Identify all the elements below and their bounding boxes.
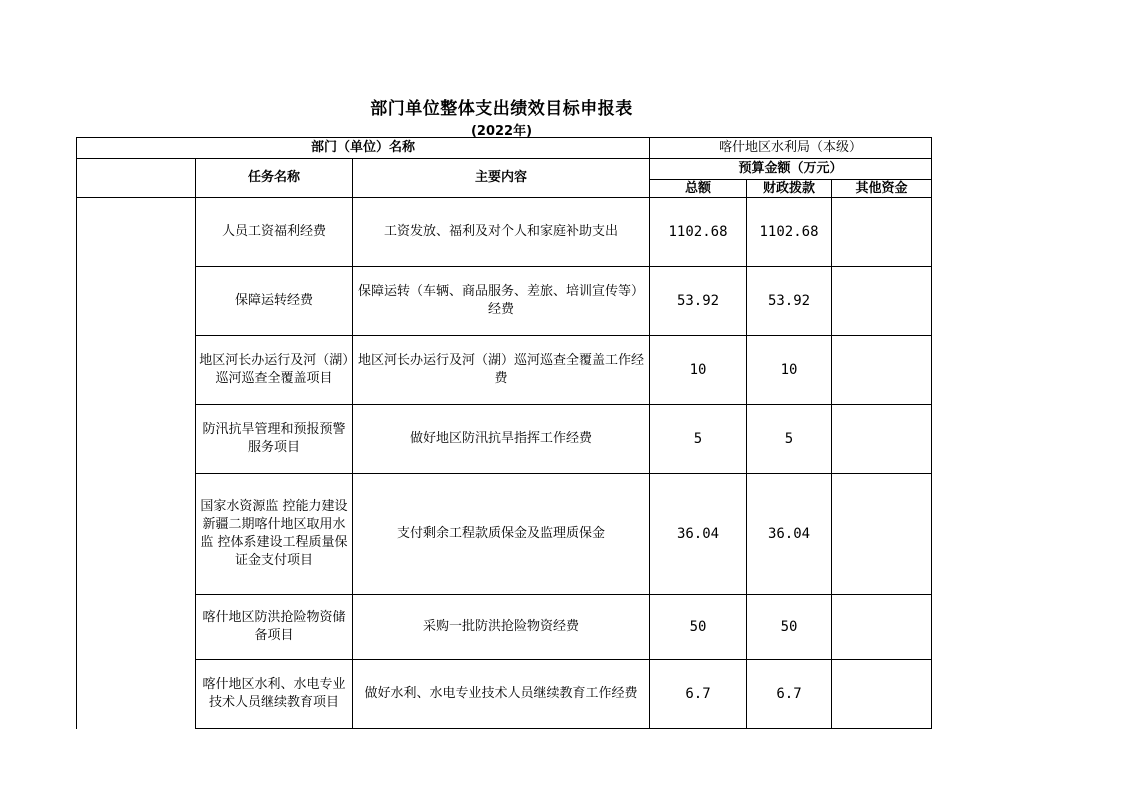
main-content-header: 主要内容 bbox=[353, 159, 650, 198]
other-cell bbox=[832, 267, 932, 336]
task-name-cell: 国家水资源监 控能力建设新疆二期喀什地区取用水监 控体系建设工程质量保证金支付项目 bbox=[196, 474, 353, 595]
total-cell: 1102.68 bbox=[650, 198, 747, 267]
document-title: 部门单位整体支出绩效目标申报表 bbox=[370, 99, 633, 119]
content-cell: 工资发放、福利及对个人和家庭补助支出 bbox=[353, 198, 650, 267]
document-year: (2022年) bbox=[470, 124, 533, 139]
fiscal-cell: 10 bbox=[747, 336, 832, 405]
total-cell: 5 bbox=[650, 405, 747, 474]
other-cell bbox=[832, 474, 932, 595]
table-row bbox=[77, 660, 932, 729]
total-cell: 6.7 bbox=[650, 660, 747, 729]
other-cell bbox=[832, 405, 932, 474]
table-row bbox=[77, 595, 932, 660]
total-cell: 36.04 bbox=[650, 474, 747, 595]
header-row-columns bbox=[77, 159, 932, 180]
task-name-cell: 喀什地区防洪抢险物资储备项目 bbox=[196, 595, 353, 660]
fiscal-cell: 6.7 bbox=[747, 660, 832, 729]
content-cell: 做好水利、水电专业技术人员继续教育工作经费 bbox=[353, 660, 650, 729]
content-cell: 地区河长办运行及河（湖）巡河巡查全覆盖工作经费 bbox=[353, 336, 650, 405]
other-cell bbox=[832, 660, 932, 729]
header-row-department bbox=[77, 138, 932, 159]
fiscal-cell: 53.92 bbox=[747, 267, 832, 336]
table-row bbox=[77, 405, 932, 474]
fiscal-cell: 36.04 bbox=[747, 474, 832, 595]
fiscal-cell: 50 bbox=[747, 595, 832, 660]
task-name-cell: 地区河长办运行及河（湖）巡河巡查全覆盖项目 bbox=[196, 336, 353, 405]
merged-first-column bbox=[77, 198, 196, 729]
task-name-header: 任务名称 bbox=[196, 159, 353, 198]
total-cell: 50 bbox=[650, 595, 747, 660]
table-row bbox=[77, 267, 932, 336]
fiscal-header: 财政拨款 bbox=[747, 180, 832, 198]
blank-header-cell bbox=[77, 159, 196, 198]
table-row bbox=[77, 474, 932, 595]
dept-value-cell: 喀什地区水利局（本级） bbox=[650, 138, 932, 159]
total-cell: 53.92 bbox=[650, 267, 747, 336]
budget-table bbox=[76, 137, 932, 729]
dept-label-cell: 部门（单位）名称 bbox=[77, 138, 650, 159]
other-cell bbox=[832, 198, 932, 267]
total-header: 总额 bbox=[650, 180, 747, 198]
total-cell: 10 bbox=[650, 336, 747, 405]
task-name-cell: 人员工资福利经费 bbox=[196, 198, 353, 267]
task-name-cell: 防汛抗旱管理和预报预警服务项目 bbox=[196, 405, 353, 474]
other-header: 其他资金 bbox=[832, 180, 932, 198]
task-name-cell: 喀什地区水利、水电专业技术人员继续教育项目 bbox=[196, 660, 353, 729]
content-cell: 做好地区防汛抗旱指挥工作经费 bbox=[353, 405, 650, 474]
table-row bbox=[77, 336, 932, 405]
other-cell bbox=[832, 595, 932, 660]
content-cell: 采购一批防洪抢险物资经费 bbox=[353, 595, 650, 660]
table-row bbox=[77, 198, 932, 267]
content-cell: 保障运转（车辆、商品服务、差旅、培训宣传等）经费 bbox=[353, 267, 650, 336]
task-name-cell: 保障运转经费 bbox=[196, 267, 353, 336]
budget-header: 预算金额（万元） bbox=[650, 159, 932, 180]
fiscal-cell: 1102.68 bbox=[747, 198, 832, 267]
fiscal-cell: 5 bbox=[747, 405, 832, 474]
other-cell bbox=[832, 336, 932, 405]
content-cell: 支付剩余工程款质保金及监理质保金 bbox=[353, 474, 650, 595]
